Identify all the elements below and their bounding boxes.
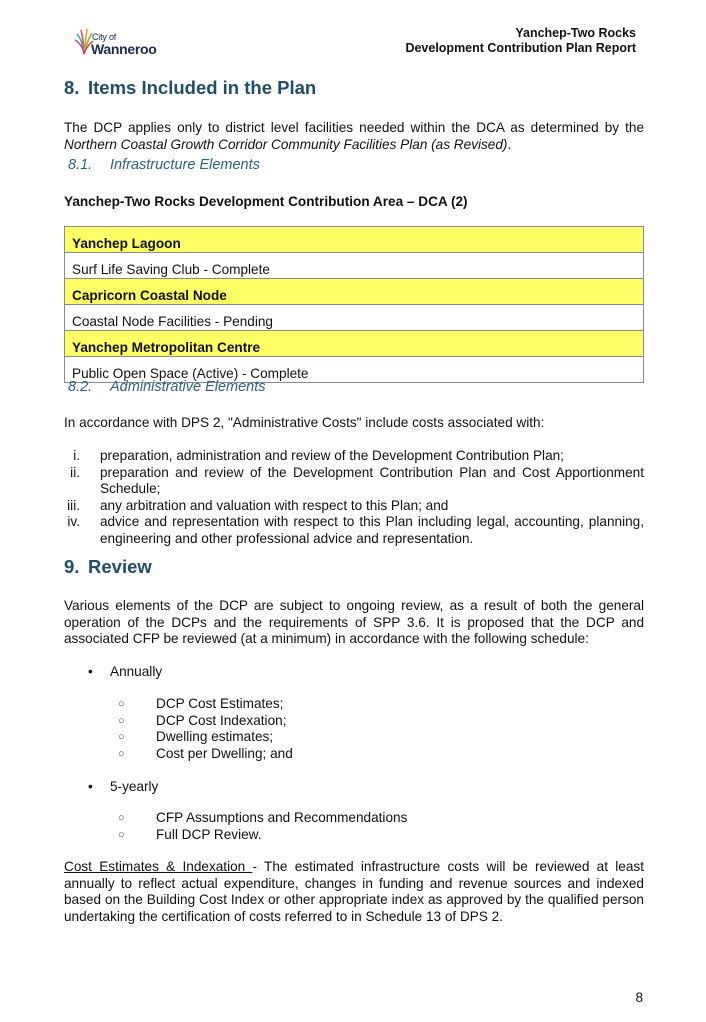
dca-facilities-table xyxy=(64,226,644,383)
list-marker: ii. xyxy=(70,464,80,480)
section-8-heading xyxy=(64,77,316,99)
review-intro: Various elements of the DCP are subject to ongoing review, as a result of both the general operation of the DCPs and the requirements of SPP 3.6. It is proposed that the DCP and associated CFP be reviewed (at a minimum) in accordance with the following schedule: xyxy=(64,598,644,646)
section-number: 9. xyxy=(64,556,80,577)
administrative-intro: In accordance with DPS 2, "Administrative Costs" include costs associated with: xyxy=(64,415,545,430)
list-item-text: DCP Cost Indexation; xyxy=(156,712,287,728)
list-item-text: any arbitration and valuation with respect to this Plan; and xyxy=(100,497,449,513)
schedule-label: Annually xyxy=(110,664,163,679)
subsection-title: Administrative Elements xyxy=(110,379,266,395)
list-item xyxy=(64,448,644,465)
list-item-text: Cost per Dwelling; and xyxy=(156,745,293,761)
list-item-text: advice and representation with respect to this Plan including legal, accounting, planning, engineering and other professional advice and representation. xyxy=(100,514,644,546)
bullet-icon: • xyxy=(88,779,93,794)
subsection-number: 8.2. xyxy=(68,379,93,395)
circle-bullet-icon: ○ xyxy=(118,714,125,727)
cost-estimates-paragraph xyxy=(64,859,644,925)
subsection-title: Infrastructure Elements xyxy=(110,157,260,173)
table-row-heading xyxy=(65,331,644,357)
subsection-number: 8.1. xyxy=(68,157,93,173)
section-title: Review xyxy=(88,556,152,577)
list-marker: i. xyxy=(73,448,80,463)
administrative-costs-list xyxy=(64,448,644,547)
list-item xyxy=(64,514,644,547)
list-item-text: preparation, administration and review of the Development Contribution Plan; xyxy=(100,448,564,463)
table-title: Yanchep-Two Rocks Development Contribution Area – DCA (2) xyxy=(64,194,468,209)
table-cell: Public Open Space (Active) - Complete xyxy=(72,366,309,381)
cost-estimates-text: - The estimated infrastructure costs will be reviewed at least annually to reflect actual expenditure, changes in funding and revenue sources and indexed based on the Building Cost Index or other appropriate index as approved by the qualified person undertaking the certification of costs referred to in Schedule 13 of DPS 2. xyxy=(64,859,644,924)
intro-end: . xyxy=(507,136,512,152)
table-row xyxy=(65,305,644,331)
list-item-text: preparation and review of the Development Contribution Plan and Cost Apportionment Schedule; xyxy=(100,464,644,496)
cost-estimates-heading: Cost Estimates & Indexation xyxy=(64,859,253,874)
circle-bullet-icon: ○ xyxy=(118,731,125,743)
circle-bullet-icon: ○ xyxy=(118,828,125,841)
table-cell: Coastal Node Facilities - Pending xyxy=(65,305,644,331)
header-title-line1: Yanchep-Two Rocks xyxy=(515,26,636,40)
table-cell: Yanchep Lagoon xyxy=(65,227,644,253)
table-cell: Capricorn Coastal Node xyxy=(65,279,644,305)
section-title: Items Included in the Plan xyxy=(88,77,317,98)
intro-plan-title: Northern Coastal Growth Corridor Community Facilities Plan (as Revised) xyxy=(64,136,508,152)
page-number: 8 xyxy=(635,990,643,1005)
intro-text: The DCP applies only to district level facilities needed within the DCA as determined by the xyxy=(64,120,644,135)
subsection-8-1-heading xyxy=(68,157,260,173)
subsection-8-2-heading xyxy=(68,379,266,395)
list-item xyxy=(64,465,644,498)
circle-bullet-icon: ○ xyxy=(118,812,125,824)
section-8-intro xyxy=(64,120,644,153)
city-of-wanneroo-logo xyxy=(74,26,164,58)
list-marker: iii. xyxy=(67,497,80,513)
circle-bullet-icon: ○ xyxy=(118,747,125,760)
list-item-text: Full DCP Review. xyxy=(156,826,262,842)
table-row xyxy=(65,253,644,279)
table-cell: Yanchep Metropolitan Centre xyxy=(65,331,644,357)
list-item xyxy=(64,498,644,515)
table-row-heading xyxy=(65,227,644,253)
list-item-text: Dwelling estimates; xyxy=(156,729,274,744)
list-item-text: DCP Cost Estimates; xyxy=(156,696,284,711)
running-header xyxy=(405,26,636,56)
list-item-text: CFP Assumptions and Recommendations xyxy=(156,810,408,825)
list-marker: iv. xyxy=(67,514,80,529)
circle-bullet-icon: ○ xyxy=(118,698,125,710)
bullet-icon: • xyxy=(88,664,93,679)
table-row-heading xyxy=(65,279,644,305)
section-number: 8. xyxy=(64,77,80,98)
section-9-heading xyxy=(64,556,152,578)
table-cell: Surf Life Saving Club - Complete xyxy=(65,253,644,279)
logo-line1: City of xyxy=(92,32,117,42)
header-title-line2: Development Contribution Plan Report xyxy=(405,41,636,55)
logo-line2: Wanneroo xyxy=(91,41,157,57)
schedule-label: 5-yearly xyxy=(110,779,159,794)
